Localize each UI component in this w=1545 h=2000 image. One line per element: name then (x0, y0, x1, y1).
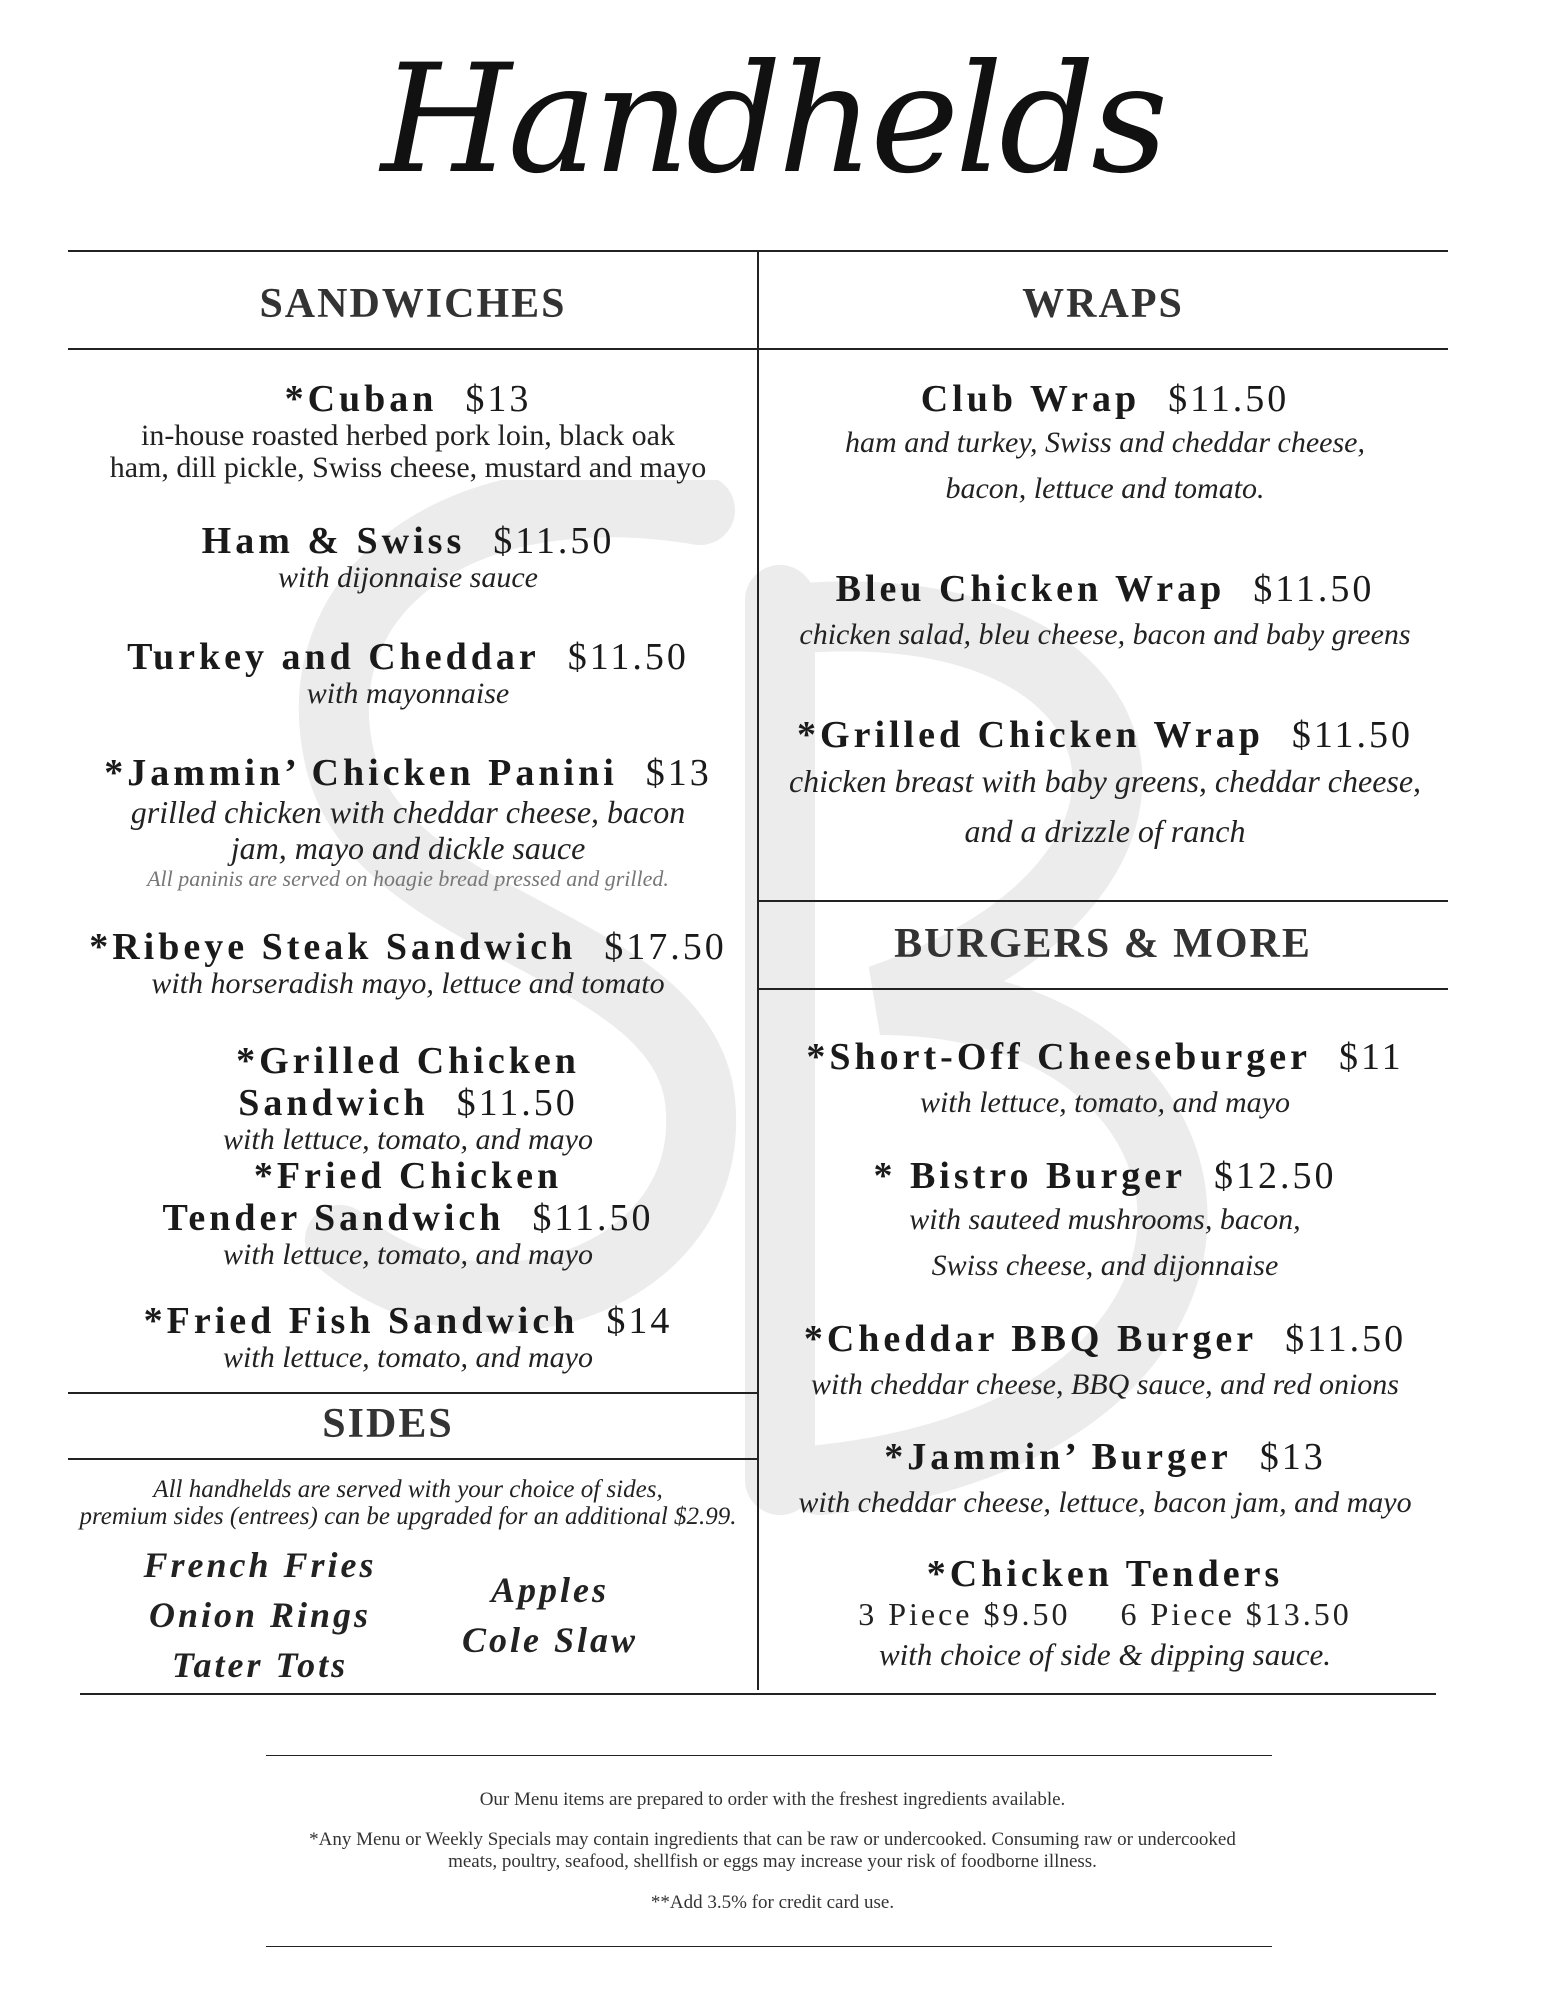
item-name: Tender Sandwich (162, 1197, 505, 1239)
footer-top-rule (266, 1755, 1272, 1756)
item-name: *Jammin’ Chicken Panini (104, 752, 618, 794)
sandwiches-heading: SANDWICHES (259, 281, 567, 327)
footer-bottom-rule (266, 1946, 1272, 1947)
sides-top-rule (68, 1392, 758, 1394)
center-divider (757, 250, 759, 1690)
menu-item-jammin-chicken-panini (68, 752, 748, 892)
item-name: * Bistro Burger (873, 1155, 1187, 1197)
item-name: Turkey and Cheddar (127, 636, 540, 678)
menu-item-cuban (68, 378, 748, 484)
item-description: and a drizzle of ranch (964, 813, 1246, 849)
sides-list-left (110, 1540, 410, 1690)
footer-credit-card-note: **Add 3.5% for credit card use. (650, 1892, 895, 1913)
footer-disclaimer-line1: *Any Menu or Weekly Specials may contain ingredients that can be raw or undercooked. Consuming raw or undercooked (309, 1829, 1236, 1850)
tender-option: 6 Piece $13.50 (1120, 1596, 1352, 1632)
menu-item-club-wrap (760, 378, 1450, 512)
menu-item-bistro-burger (760, 1155, 1450, 1289)
item-price: $11.50 (1291, 714, 1413, 756)
item-description: ham, dill pickle, Swiss cheese, mustard and mayo (109, 451, 707, 484)
item-description: with choice of side & dipping sauce. (878, 1637, 1331, 1672)
bottom-rule (80, 1693, 1436, 1695)
menu-item-fried-chicken-tender-sandwich (68, 1155, 748, 1271)
item-price: $13 (645, 752, 712, 794)
item-name: *Fried Fish Sandwich (143, 1300, 579, 1342)
sides-note-line: premium sides (entrees) can be upgraded for an additional $2.99. (79, 1503, 737, 1530)
item-name: Club Wrap (920, 378, 1141, 420)
side-item: Cole Slaw (461, 1620, 639, 1660)
sides-note (68, 1476, 748, 1530)
item-price: $11.50 (532, 1197, 654, 1239)
side-item: Onion Rings (148, 1595, 372, 1635)
menu-item-grilled-chicken-sandwich (68, 1040, 748, 1156)
item-description: with horseradish mayo, lettuce and tomato (151, 967, 665, 1000)
footer-disclaimer-line2: meats, poultry, seafood, shellfish or eggs may increase your risk of foodborne illness. (448, 1851, 1097, 1872)
item-name: *Ribeye Steak Sandwich (89, 926, 577, 968)
burgers-head-rule (758, 988, 1448, 990)
menu-item-turkey-cheddar (68, 636, 748, 710)
sides-heading: SIDES (322, 1401, 454, 1447)
item-price: $11.50 (493, 520, 615, 562)
item-name: *Cheddar BBQ Burger (803, 1318, 1258, 1360)
item-description: chicken breast with baby greens, cheddar cheese, (788, 763, 1422, 799)
item-description: with cheddar cheese, BBQ sauce, and red onions (811, 1368, 1399, 1401)
item-description: jam, mayo and dickle sauce (230, 830, 586, 866)
item-price: $12.50 (1214, 1155, 1337, 1197)
item-name: *Short-Off Cheeseburger (806, 1036, 1312, 1078)
item-name: *Grilled Chicken Sandwich (236, 1040, 580, 1124)
item-description: with lettuce, tomato, and mayo (223, 1238, 593, 1271)
item-price: $13 (1259, 1436, 1326, 1478)
menu-item-short-off-cheeseburger (760, 1036, 1450, 1128)
sides-head-rule (68, 1458, 758, 1460)
item-price: $11.50 (1168, 378, 1290, 420)
menu-item-fried-fish-sandwich (68, 1300, 748, 1374)
page-title: Handhelds (380, 33, 1165, 207)
item-description: with lettuce, tomato, and mayo (920, 1086, 1290, 1119)
item-price: $11.50 (456, 1082, 578, 1124)
item-price: $11 (1339, 1036, 1404, 1078)
menu-item-ribeye-steak-sandwich (68, 926, 748, 1000)
menu-item-jammin-burger (760, 1436, 1450, 1528)
sides-note-line: All handhelds are served with your choice of sides, (153, 1476, 663, 1503)
item-name: *Cuban (284, 378, 438, 420)
item-description: with lettuce, tomato, and mayo (223, 1341, 593, 1374)
item-description: ham and turkey, Swiss and cheddar cheese, (845, 426, 1365, 459)
side-item: French Fries (143, 1545, 377, 1585)
tender-options (760, 1595, 1450, 1633)
item-price: $14 (606, 1300, 673, 1342)
footer-freshness: Our Menu items are prepared to order with the freshest ingredients available. (479, 1789, 1066, 1810)
item-description: with cheddar cheese, lettuce, bacon jam, and mayo (798, 1486, 1412, 1519)
item-price: $11.50 (1285, 1318, 1407, 1360)
panini-note: All paninis are served on hoagie bread pressed and grilled. (147, 866, 669, 891)
item-name: *Fried Chicken (253, 1155, 563, 1197)
menu-item-cheddar-bbq-burger (760, 1318, 1450, 1410)
burgers-heading: BURGERS & MORE (894, 921, 1312, 967)
item-description: Swiss cheese, and dijonnaise (931, 1249, 1279, 1282)
menu-item-grilled-chicken-wrap (760, 714, 1450, 856)
wraps-head-rule (758, 348, 1448, 350)
side-item: Apples (490, 1570, 609, 1610)
tender-option: 3 Piece $9.50 (858, 1596, 1071, 1632)
item-description: grilled chicken with cheddar cheese, bacon (130, 794, 686, 830)
burgers-top-rule (758, 900, 1448, 902)
item-price: $17.50 (604, 926, 727, 968)
item-price: $13 (465, 378, 532, 420)
item-description: chicken salad, bleu cheese, bacon and baby greens (799, 618, 1411, 651)
item-description: in-house roasted herbed pork loin, black oak (140, 419, 675, 452)
menu-item-bleu-chicken-wrap (760, 568, 1450, 660)
item-name: Ham & Swiss (201, 520, 466, 562)
wraps-heading: WRAPS (1022, 281, 1184, 327)
sandwiches-head-rule (68, 348, 758, 350)
item-description: with mayonnaise (306, 677, 510, 710)
side-item: Tater Tots (171, 1645, 349, 1685)
item-description: with dijonnaise sauce (278, 561, 538, 594)
item-name: *Grilled Chicken Wrap (797, 714, 1264, 756)
menu-item-ham-swiss (68, 520, 748, 594)
menu-item-chicken-tenders (760, 1553, 1450, 1677)
item-name: *Jammin’ Burger (884, 1436, 1232, 1478)
item-description: with lettuce, tomato, and mayo (223, 1123, 593, 1156)
item-price: $11.50 (1253, 568, 1375, 610)
item-name: *Chicken Tenders (926, 1553, 1284, 1595)
item-description: bacon, lettuce and tomato. (945, 472, 1265, 505)
sides-list-right (410, 1565, 690, 1665)
item-price: $11.50 (567, 636, 689, 678)
item-name: Bleu Chicken Wrap (835, 568, 1226, 610)
item-description: with sauteed mushrooms, bacon, (909, 1203, 1301, 1236)
